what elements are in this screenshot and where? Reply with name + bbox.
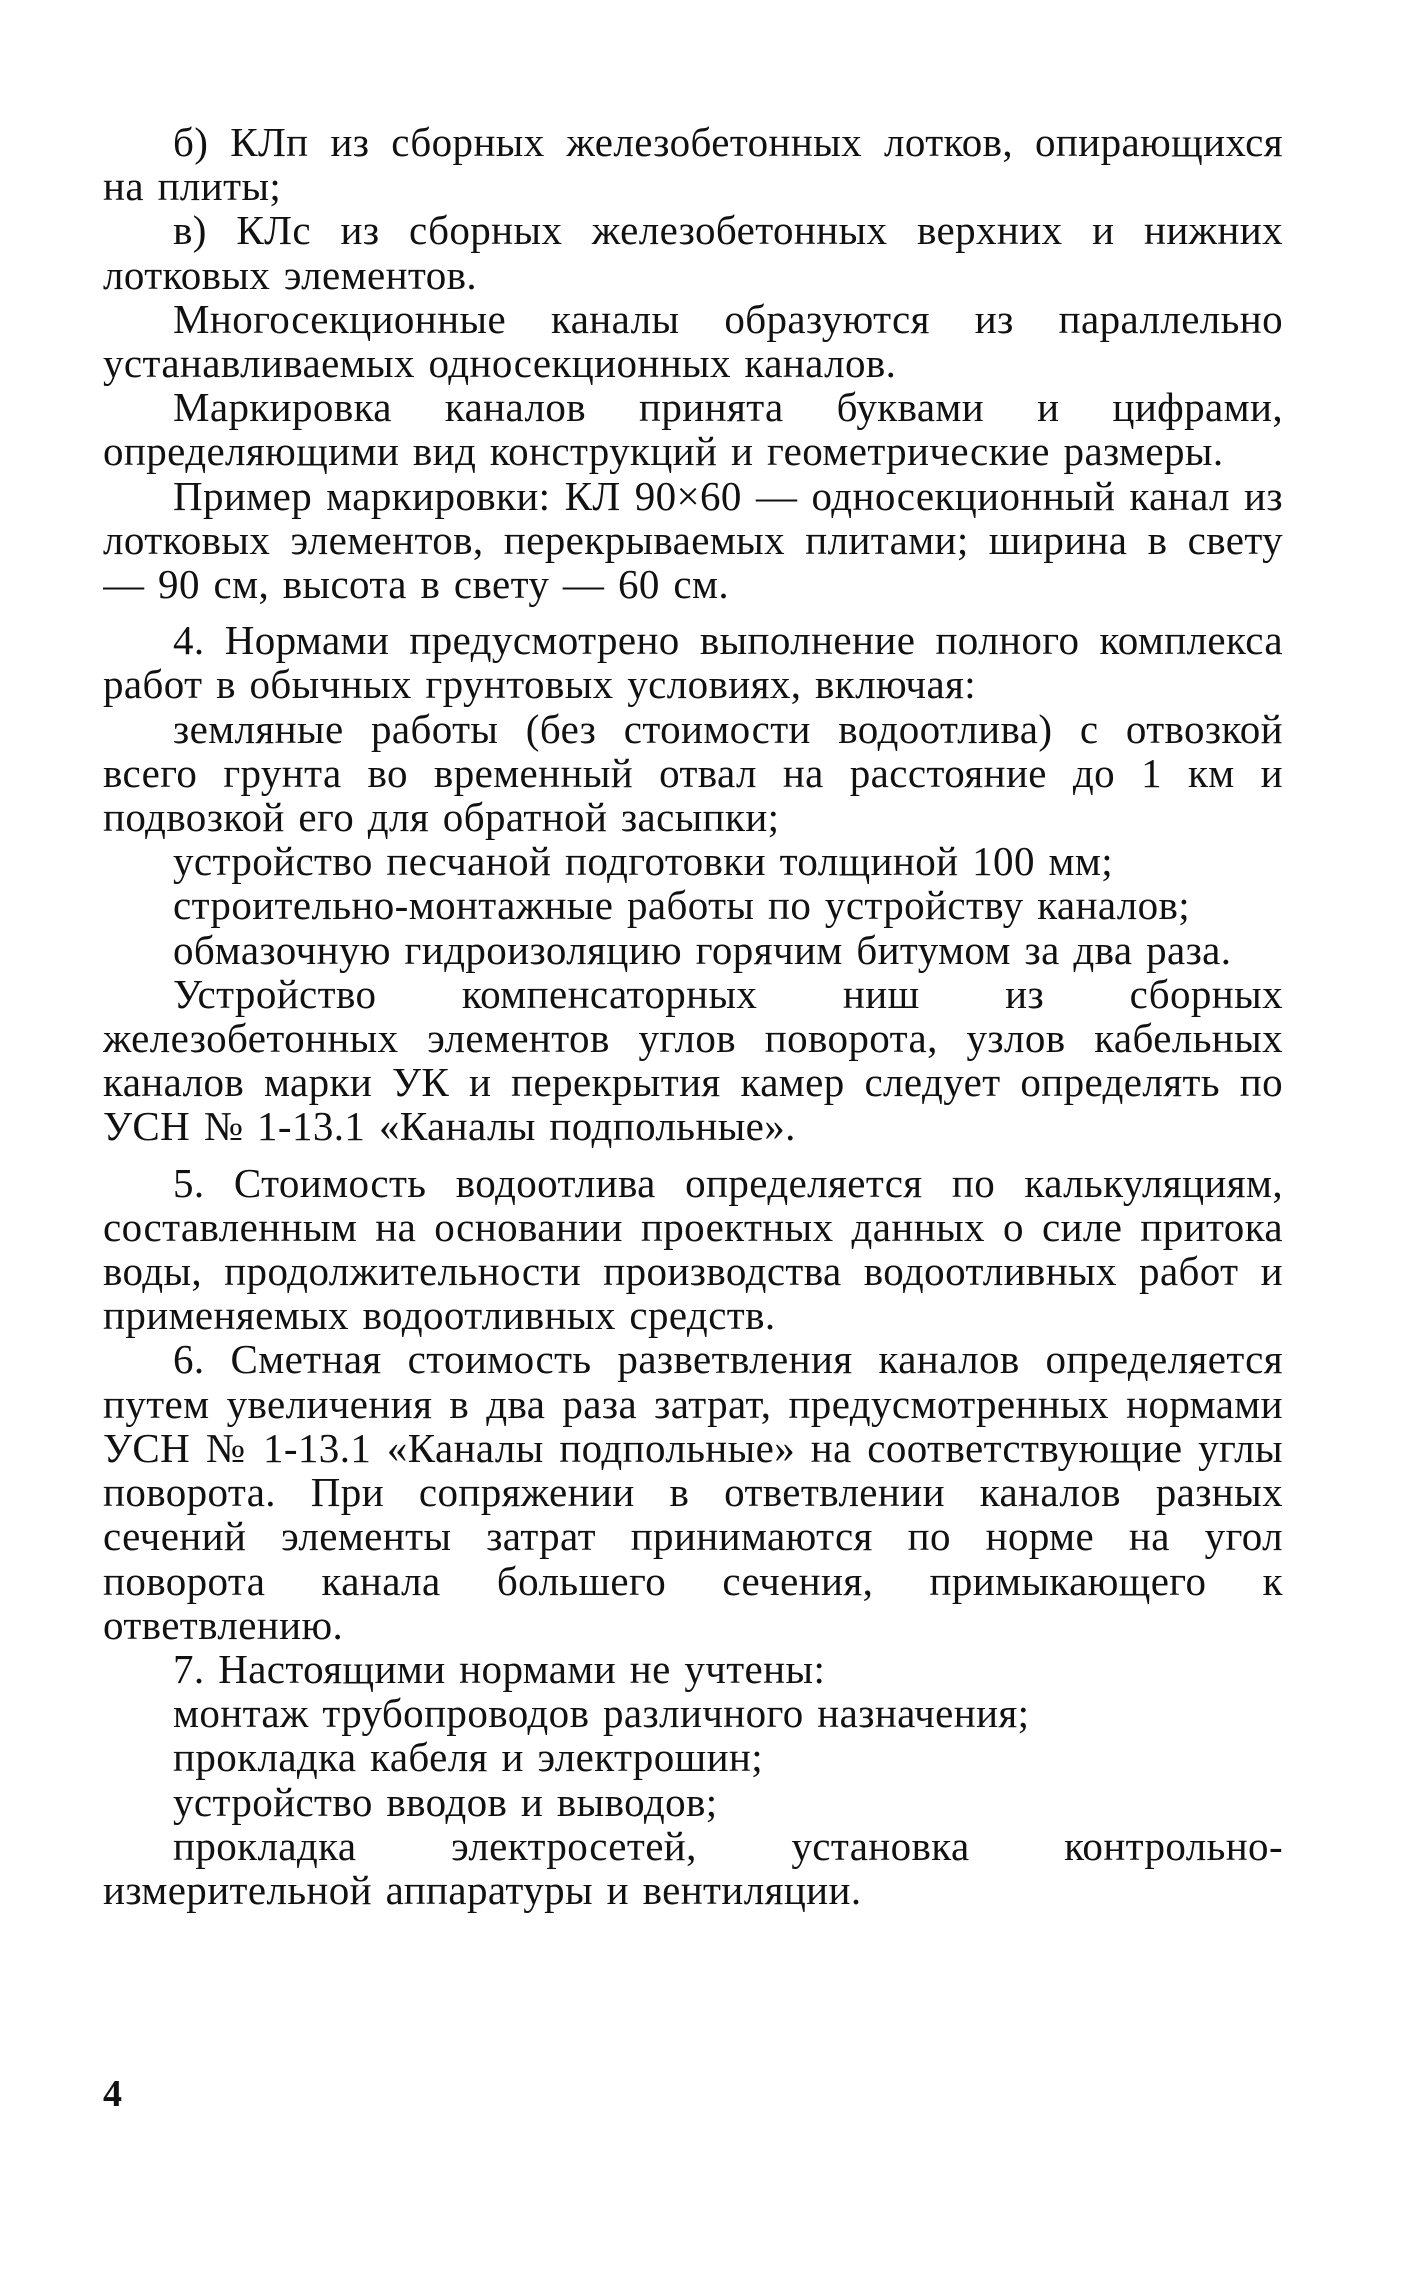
section-gap <box>103 1149 1283 1161</box>
paragraph-item-b: б) КЛп из сборных железобетонных лотков, опирающихся на плиты; <box>103 120 1283 210</box>
paragraph-electrical-networks: прокладка электросетей, установка контрольно-измерительной аппаратуры и вентиляции. <box>103 1822 1283 1913</box>
paragraph-pipelines: монтаж трубопроводов различного назначения; <box>173 1690 1030 1737</box>
document-page <box>103 120 1283 2170</box>
paragraph-cables: прокладка кабеля и электрошин; <box>173 1734 764 1781</box>
paragraph-marking: Маркировка каналов принята буквами и цифрами, определяющими вид конструкций и геометрические размеры. <box>103 384 1283 475</box>
paragraph-construction-works: строительно-монтажные работы по устройству каналов; <box>173 882 1191 929</box>
paragraph-sand-bed: устройство песчаной подготовки толщиной 100 мм; <box>173 838 1113 885</box>
paragraph-section-5: 5. Стоимость водоотлива определяется по калькуляциям, составленным на основании проектных данных о силе притока воды, продолжительности производства водоотливных работ и применяемых водоотливных средств. <box>103 1159 1283 1339</box>
paragraph-multisection: Многосекционные каналы образуются из параллельно устанавливаемых односекционных каналов. <box>103 295 1283 387</box>
paragraph-item-v: в) КЛс из сборных железобетонных верхних и нижних лотковых элементов. <box>103 207 1283 298</box>
paragraph-inputs-outputs: устройство вводов и выводов; <box>173 1778 718 1825</box>
paragraph-marking-example: Пример маркировки: КЛ 90×60 — односекционный канал из лотковых элементов, перекрываемых плитами; ширина в свету — 90 см, высота в свету — 60 см. <box>103 472 1283 608</box>
paragraph-section-6: 6. Сметная стоимость разветвления каналов определяется путем увеличения в два раза затрат, предусмотренных нормами УСН № 1-13.1 «Каналы подпольные» на соответствующие углы поворота. При сопряжении в ответвлении каналов разных сечений элементы затрат принимаются по норме на угол поворота канала большего сечения, примыкающего к ответвлению. <box>103 1336 1283 1648</box>
paragraph-earthworks: земляные работы (без стоимости водоотлива) с отвозкой всего грунта во временный отвал на расстояние до 1 км и подвозкой его для обратной засыпки; <box>103 705 1283 841</box>
page-number: 4 <box>103 2073 122 2115</box>
paragraph-niches: Устройство компенсаторных ниш из сборных железобетонных элементов углов поворота, узлов кабельных каналов марки УК и перекрытия камер следует определять по УСН № 1-13.1 «Каналы подпольные». <box>103 970 1283 1150</box>
paragraph-section-4: 4. Нормами предусмотрено выполнение полного комплекса работ в обычных грунтовых условиях, включая: <box>103 617 1283 708</box>
paragraph-waterproofing: обмазочную гидроизоляцию горячим битумом за два раза. <box>173 926 1232 973</box>
paragraph-section-7: 7. Настоящими нормами не учтены: <box>173 1645 826 1692</box>
